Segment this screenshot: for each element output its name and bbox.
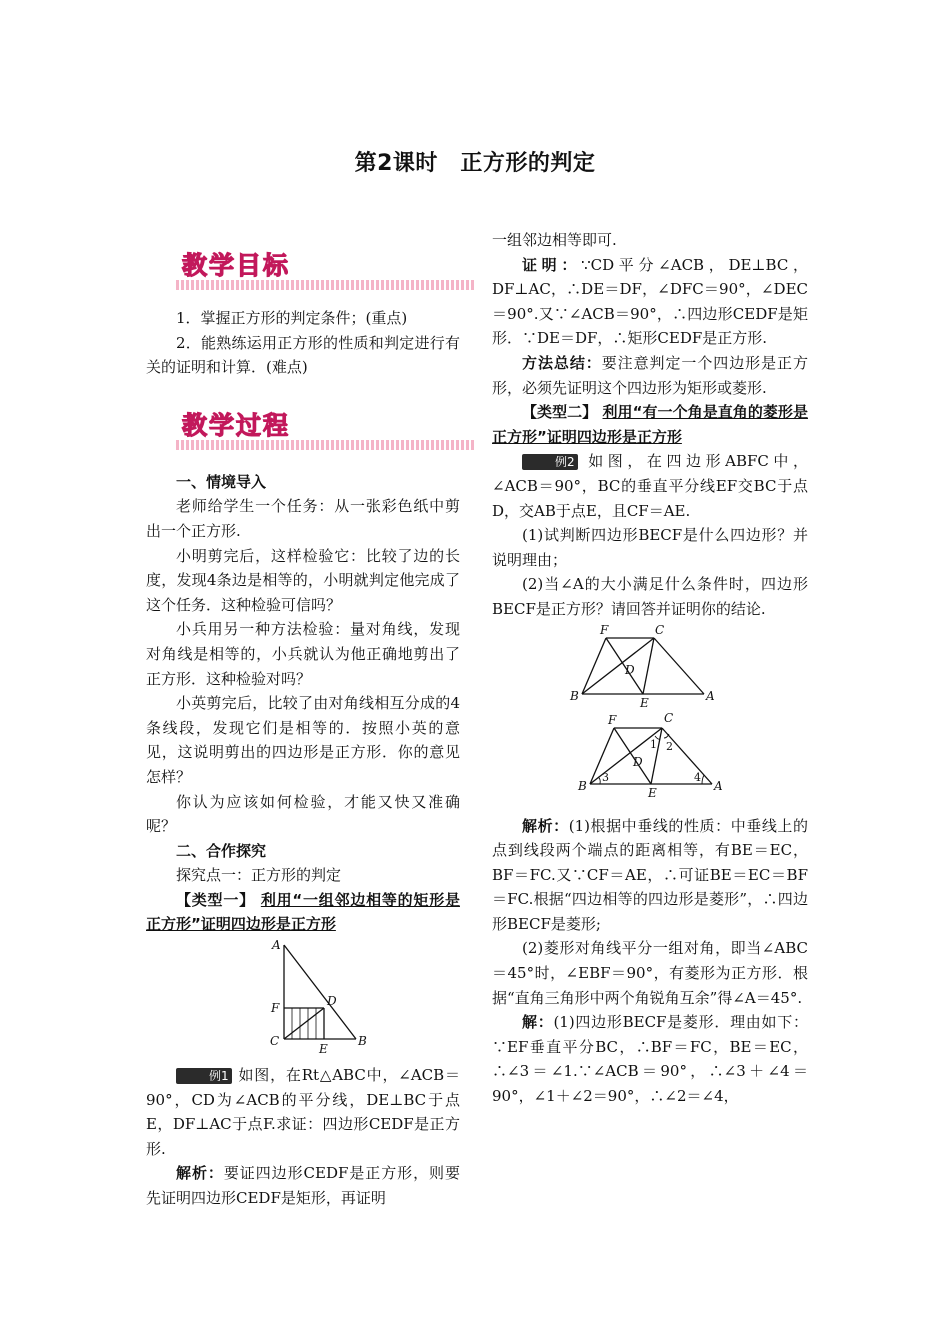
fig1-label-e: E (319, 1042, 328, 1056)
fig3-line-bc (590, 728, 662, 784)
fig2-label-e: E (640, 695, 649, 708)
fig3-label-f: F (608, 712, 617, 727)
fig1-label-b: B (358, 1034, 367, 1049)
analysis-paragraph-2: (2)菱形对角线平分一组对角，即当∠ABC＝45°时，∠EBF＝90°，有菱形为正方形．根据“直角三角形中两个角锐角互余”得∠A＝45°. (492, 939, 808, 1007)
analysis-label: 解析： (522, 816, 569, 835)
left-column (146, 238, 460, 1211)
type-two-text: 利用“有一个角是直角的菱形是正方形”证明四边形是正方形 (492, 403, 808, 446)
method-summary (492, 351, 808, 400)
fig1-line-cd (284, 1008, 324, 1039)
analysis-paragraph-1 (492, 814, 808, 937)
fig1-label-d: D (327, 994, 337, 1009)
solution-label: 解： (522, 1013, 554, 1032)
fig3-label-c: C (664, 710, 674, 725)
banner-label: 教学过程 (182, 410, 291, 440)
type-one-text: 利用“一组邻边相等的矩形是正方形”证明四边形是正方形 (146, 890, 460, 934)
analysis-text-1: (1)根据中垂线的性质：中垂线上的点到线段两个端点的距离相等，有BE＝EC，BF＝FC.又∵CF＝AE，∴可证BE＝EC＝BF＝FC.根据“四边相等的四边形是菱形”，∴四边形BECF是菱形; (492, 816, 808, 933)
example-1-analysis (146, 1161, 460, 1210)
fig3-label-a: A (714, 778, 723, 793)
banner-dotted-bar (176, 440, 476, 450)
example-2-badge: 例2 (522, 454, 578, 470)
fig2-label-f: F (600, 622, 609, 637)
fig3-angle-label-3: 3 (602, 770, 609, 784)
method-text: 要注意判定一个四边形是正方形，必须先证明这个四边形为矩形或菱形. (492, 353, 808, 397)
fig3-angle-arc-2 (664, 734, 669, 738)
intro-para-1: 老师给学生一个任务：从一张彩色纸中剪出一个正方形. (146, 497, 460, 540)
fig3-angle-arc-4 (702, 775, 704, 784)
banner-teaching-process (146, 410, 460, 456)
banner-teaching-goals (146, 251, 460, 296)
fig2-label-c: C (655, 622, 665, 637)
type-one-heading (146, 888, 460, 937)
proof-paragraph (492, 253, 808, 351)
fig1-label-a: A (272, 938, 281, 953)
fig3-label-b: B (578, 778, 587, 793)
type-two-bracket: 【类型二】 (522, 403, 598, 422)
fig1-label-c: C (270, 1034, 280, 1049)
example-2-question-1: (1)试判断四边形BECF是什么四边形？并说明理由； (492, 526, 808, 569)
fig3-angle-label-1: 1 (650, 737, 657, 751)
fig1-line-ab (284, 945, 356, 1039)
continued-text: 一组邻边相等即可. (492, 231, 617, 249)
example-2-text: 如图，在四边形ABFC中，∠ACB＝90°，BC的垂直平分线EF交BC于点D，交AB于点E，且CF＝AE. (492, 452, 808, 520)
intro-para-3: 小兵用另一种方法检验：量对角线，发现对角线是相等的，小兵就认为他正确地剪出了正方形．这种检验对吗？ (146, 620, 460, 688)
fig3-label-e: E (648, 785, 657, 800)
fig2-line-ca (654, 638, 704, 694)
figure-example-2a (492, 622, 808, 708)
fig3-line-ce (651, 728, 662, 784)
solution-paragraph (492, 1010, 808, 1108)
fig1-label-f: F (271, 1001, 280, 1016)
method-label: 方法总结： (522, 353, 602, 372)
fig2-line-bc (582, 638, 654, 694)
fig2-line-bf (582, 638, 606, 694)
proof-label: 证明： (522, 255, 582, 274)
goal-item-1: 1．掌握正方形的判定条件；(重点) (176, 309, 408, 327)
banner-label: 教学目标 (182, 251, 291, 280)
banner-dotted-bar (176, 280, 476, 290)
explore-point: 探究点一：正方形的判定 (176, 866, 342, 885)
type-one-bracket: 【类型一】 (176, 890, 255, 909)
section-title-intro: 一、情境导入 (176, 472, 267, 491)
fig2-line-ce (643, 638, 654, 694)
analysis-label: 解析： (176, 1164, 224, 1183)
fig3-angle-label-4: 4 (694, 770, 701, 784)
example-2-question-2: (2)当∠A的大小满足什么条件时，四边形BECF是正方形？请回答并证明你的结论. (492, 575, 808, 618)
intro-para-5: 你认为应该如何检验，才能又快又准确呢？ (146, 792, 460, 836)
right-column (492, 228, 808, 1109)
page-title: 第2课时 正方形的判定 (354, 151, 596, 176)
fig3-line-ca (662, 728, 712, 784)
analysis-text: 要证四边形CEDF是正方形，则要先证明四边形CEDF是矩形，再证明 (146, 1164, 460, 1208)
fig3-angle-label-2: 2 (666, 739, 673, 753)
goal-item-2: 2．能熟练运用正方形的性质和判定进行有关的证明和计算．(难点) (146, 333, 460, 377)
example-1-text: 如图，在Rt△ABC中，∠ACB＝90°，CD为∠ACB的平分线，DE⊥BC于点E，DF⊥AC于点F.求证：四边形CEDF是正方形. (146, 1066, 460, 1158)
example-1 (146, 1063, 460, 1161)
figure-example-1 (146, 937, 460, 1055)
fig3-label-d: D (633, 754, 643, 769)
section-title-explore: 二、合作探究 (176, 841, 267, 860)
intro-para-4: 小英剪完后，比较了由对角线相互分成的4条线段，发现它们是相等的．按照小英的意见，这说明剪出的四边形是正方形．你的意见怎样？ (146, 694, 460, 786)
fig2-label-d: D (625, 662, 635, 677)
fig2-label-b: B (570, 688, 579, 703)
fig2-label-a: A (706, 688, 715, 703)
type-two-heading (492, 400, 808, 449)
figure-example-2b (492, 708, 808, 804)
intro-para-2: 小明剪完后，这样检验它：比较了边的长度，发现4条边是相等的，小明就判定他完成了这个任务．这种检验可信吗？ (146, 546, 460, 614)
example-2 (492, 449, 808, 523)
solution-text: (1)四边形BECF是菱形．理由如下：∵EF垂直平分BC，∴BF＝FC，BE＝EC，∴∠3＝∠1.∵∠ACB＝90°，∴∠3＋∠4＝90°，∠1＋∠2＝90°，∴∠2＝∠4， (492, 1013, 808, 1106)
proof-text: ∵CD平分∠ACB，DE⊥BC，DF⊥AC，∴DE＝DF，∠DFC＝90°，∠DEC＝90°.又∵∠ACB＝90°，∴四边形CEDF是矩形．∵DE＝DF，∴矩形CEDF是正方形. (492, 255, 808, 348)
example-1-badge: 例1 (176, 1068, 232, 1084)
